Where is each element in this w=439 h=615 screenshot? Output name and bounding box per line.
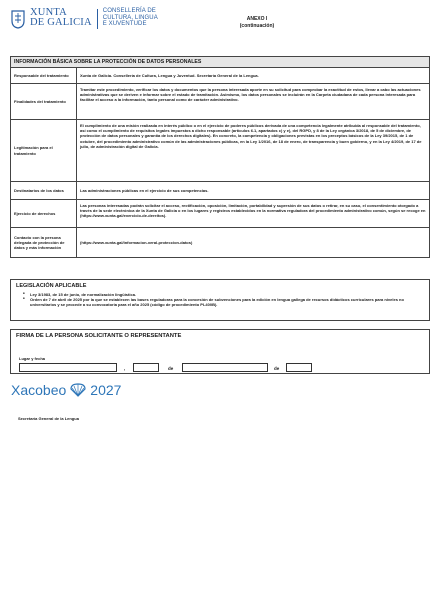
list-item: • Orden de 7 de abril de 2025 por la que se establecen las bases reguladoras para la concesión de subvenciones para la edición en lengua gallega de recursos didácticos curriculares para niveles no universitarios y se procede a su convocatoria para el año 2025 (código de procedimiento PL400B). [30, 297, 424, 307]
dept-line-3: E XUVENTUDE [102, 21, 147, 27]
logo-line-2: DE GALICIA [30, 17, 92, 28]
dept-line-2: CULTURA, LINGUA [102, 14, 158, 21]
xacobeo-logo [11, 382, 121, 398]
xacobeo-year: 2027 [90, 382, 122, 398]
signature-section [10, 329, 430, 374]
year-field[interactable] [286, 363, 312, 372]
row-value: Xunta de Galicia. Consellería de Cultura, Lengua y Juventud. Secretaría General de la Lengua. [77, 68, 430, 84]
row-value: Las administraciones públicas en el ejercicio de sus competencias. [77, 182, 430, 200]
signature-title: FIRMA DE LA PERSONA SOLICITANTE O REPRESENTANTE [16, 333, 182, 339]
coat-of-arms-icon [10, 9, 26, 29]
place-date-label: Lugar y fecha [19, 356, 46, 361]
row-label: Ejercicio de derechos [11, 200, 77, 228]
de-separator-2: de [274, 366, 280, 371]
comma-separator: , [124, 366, 126, 371]
xunta-logo [10, 8, 158, 29]
annex-title: ANEXO I [246, 16, 268, 22]
table-row [11, 200, 430, 228]
department-name [103, 8, 158, 28]
logo-text [30, 8, 92, 28]
document-header [10, 8, 430, 48]
annex-heading [222, 16, 292, 30]
table-row [11, 68, 430, 84]
row-label: Contacto con la persona delegada de protección de datos y más información [11, 228, 77, 258]
row-value [77, 228, 430, 258]
row-label: Legitimación para el tratamiento [11, 120, 77, 182]
table-row [11, 84, 430, 120]
place-field[interactable] [19, 363, 117, 372]
scallop-shell-icon [70, 383, 86, 397]
row-value: Tramitar este procedimiento, verificar los datos y documentos que la persona interesada aporte en su solicitud para comprobar la exactitud de estos, llevar a cabo las actuaciones administrativas que se deriven e informar sobre el estado de tramitación. Asimismo, los datos personales se incluirán en la Carpeta ciudadana de cada persona interesada para facilitar el acceso a la información, tanto personal como de carácter administrativo. [77, 84, 430, 120]
row-label: Finalidades del tratamiento [11, 84, 77, 120]
row-value: El cumplimiento de una misión realizada en interés público o en el ejercicio de poderes públicos derivada de una competencia legalmente atribuida al responsable del tratamiento, así como el cumplimiento de requisitos legales impuestos a dicho responsable (artículos 6.1, apartados c) y e), del RGPD, y 8 de la Ley orgánica 3/2018, de 5 de diciembre, de protección de datos personales y garantía de los derechos digitales). En concreto, la competencia y obligaciones previstas en los preceptos básicos de la Ley 39/2015, de 1 de octubre, del procedimiento administrativo común de las administraciones públicas, en la Ley 1/2016, de 18 de enero, de transparencia y buen gobierno, y en la Ley 4/2019, de 17 de julio, de administración digital de Galicia. [77, 120, 430, 182]
xacobeo-text: Xacobeo [11, 382, 67, 398]
list-item: • Ley 3/1983, de 15 de junio, de normalización lingüística. [30, 292, 424, 297]
row-value: Las personas interesadas podrán solicitar el acceso, rectificación, oposición, limitación, portabilidad y supresión de sus datos o retirar, en su caso, el consentimiento otorgado a través de la sede electrónica de la Xunta de Galicia o en los lugares y registros establecidos en la normativa reguladora del procedimiento administrativo común, según se recoge en (https://www.xunta.gal/exercicio-de-dereitos). [77, 200, 430, 228]
table-row [11, 182, 430, 200]
table-title: INFORMACIÓN BÁSICA SOBRE LA PROTECCIÓN DE DATOS PERSONALES [11, 57, 430, 68]
footer-department: Secretaría General de la Lengua [18, 416, 79, 421]
legislation-title: LEGISLACIÓN APLICABLE [16, 283, 87, 289]
table-row [11, 120, 430, 182]
logo-divider [97, 9, 98, 29]
annex-subtitle: (continuación) [239, 23, 275, 29]
privacy-info-link[interactable]: (https://www.xunta.gal/informacion-xeral-proteccion-datos) [80, 239, 193, 245]
legislation-section [10, 279, 430, 321]
dept-line-1: CONSELLERÍA DE [102, 8, 156, 14]
de-separator-1: de [168, 366, 174, 371]
table-row [11, 228, 430, 258]
row-label: Responsable del tratamiento [11, 68, 77, 84]
table-header-row [11, 57, 430, 68]
row-label: Destinatarios de los datos [11, 182, 77, 200]
logo-line-1: XUNTA [30, 7, 67, 18]
month-field[interactable] [182, 363, 268, 372]
data-protection-table [10, 56, 430, 258]
legislation-list [16, 292, 424, 308]
day-field[interactable] [133, 363, 159, 372]
